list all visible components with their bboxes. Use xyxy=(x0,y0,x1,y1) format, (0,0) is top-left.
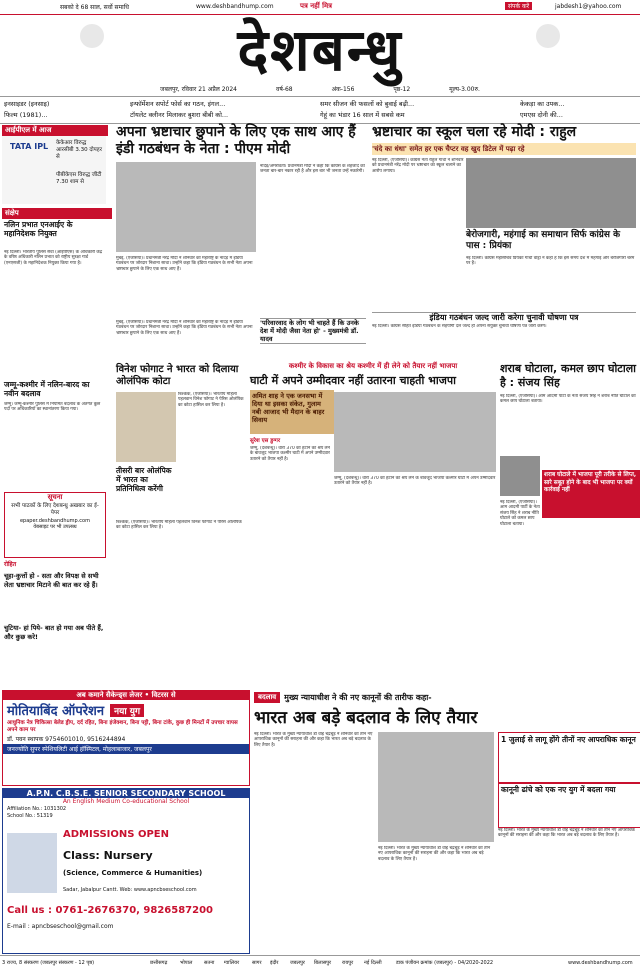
eye-ad-title: मोतियाबिंद ऑपरेशन xyxy=(7,704,105,719)
eye-ad-phone[interactable]: 9754601010, 9516244894 xyxy=(45,736,126,743)
edition-issue: अंक-156 xyxy=(331,86,355,93)
india-headline[interactable]: इंडिया गठबंधन जल्द जारी करेगा चुनावी घोषणा पत्र xyxy=(372,312,636,323)
teaser-center-1[interactable]: इन्फॉर्मेशन सपोर्ट फोर्स का गठन, इंगल... xyxy=(130,100,226,108)
newspaper-logo: देशबन्धु xyxy=(237,16,403,84)
sharab-text: नई दिल्ली, (एजेंसियां)। आम आदमी पार्टी के नेता संजय सिंह ने शराब नीति घोटाले को कमल छाप घोटाला बताया। xyxy=(500,394,636,405)
vinesh-photo xyxy=(116,392,176,462)
brief-1-text: नई दिल्ली। भारतीय पुलिस सेवा (आईपीएस) के अधिकारी केंद्र के वरिष्ठ अधिकारी नलिन प्रभात को राष्ट्रीय सुरक्षा गार्ड (एनएसजी) के महानिदेशक नियुक्त किया गया है। xyxy=(4,250,103,266)
match-1: केकेआर विरुद्ध आरसीबी 3.30 दोपहर से xyxy=(56,140,102,160)
tagline: पत्र नहीं मित्र xyxy=(300,2,332,10)
sharab-box: शराब घोटाले में भाजपा पूरी तरीके से लिप्त, सारे सबूत होने के बाद भी भाजपा पर क्यों कार्रवाई नहीं xyxy=(542,470,640,518)
footer-city: बिलासपुर xyxy=(314,960,332,966)
school-sub: An English Medium Co-educational School xyxy=(62,798,190,805)
footer-left: 3 राज्य, 8 संस्करण (जबलपुर संस्करण - 12 पृष्ठ) xyxy=(2,960,95,966)
school-ad[interactable] xyxy=(2,788,250,954)
teaser-row xyxy=(0,96,640,124)
teaser-right-2[interactable]: एमएस दोनी की... xyxy=(520,111,563,119)
brief-2-text: जम्मू। जम्मू-कश्मीर पुलिस में नियमित बदलाव के अंतर्गत कुछ पदों पर अधिकारियों का स्थानांतरण किया गया। xyxy=(4,402,101,413)
school-email[interactable]: E-mail : apncbseschool@gmail.com xyxy=(7,923,114,930)
school-phone[interactable]: Call us : 0761-2676370, 9826587200 xyxy=(7,905,214,916)
rahul-headline[interactable]: भ्रष्टाचार का स्कूल चला रहे मोदी : राहुल xyxy=(372,124,577,140)
footer-city: रायपुर xyxy=(342,960,354,966)
badlav-photo xyxy=(378,732,494,842)
badlav-text: नई दिल्ली। भारत के मुख्य न्यायाधीश डी वाई चंद्रचूड़ ने शनिवार को तीन नए आपराधिक कानूनों की सराहना की और कहा कि भारत अब बड़े बदलाव के लिए तैयार है। xyxy=(254,732,373,748)
brief-2-title[interactable]: जम्मू-कश्मीर में नलिन-बारद का नवीन बदलाव xyxy=(4,380,90,398)
edition-date: जबलपुर, रविवार 21 अप्रैल 2024 xyxy=(160,86,238,93)
footer xyxy=(0,955,640,969)
footer-city: सतना xyxy=(204,960,215,966)
teaser-center-3[interactable]: समर सीजन की फसलों को बुवाई बढ़ी... xyxy=(320,100,415,108)
kashmir-headline[interactable]: घाटी में अपने उम्मीदवार नहीं उतारना चाहती भाजपा xyxy=(250,374,456,387)
suchna-text: सभी पाठकों के लिए देशबन्धु अखबार का ई-पेपर xyxy=(11,503,99,516)
top-left-text: सबको दे 68 साल, सर्वो समाधि xyxy=(60,4,129,11)
lead-side-text: नांदेड़/अमरावती। प्रधानमंत्री मोदी ने कहा कि कांग्रेस के शहजादे को जनता बार-बार नकार रही है और इस बार भी जनता उन्हें नकारेगी। xyxy=(260,164,365,175)
footer-city: छत्तीसगढ़ xyxy=(150,960,168,966)
school-title: A.P.N. C.B.S.E. SENIOR SECONDARY SCHOOL xyxy=(3,789,249,798)
ipl-logo: TATA IPL xyxy=(10,142,49,151)
cartoon-title: रोहित xyxy=(4,561,17,568)
ipl-box xyxy=(2,136,106,204)
badlav-box-2: कानूनी ढांचे को एक नए युग में बदला गया xyxy=(498,782,640,828)
rahul-photo xyxy=(466,158,636,228)
priyanka-text: नई दिल्ली। कांग्रेस महासचिव प्रियंका गांधी वाड्रा ने कहा है कि इस समय देश में महंगाई और बेरोजगारी चरम पर है। xyxy=(466,256,635,267)
footer-url[interactable]: www.deshbandhump.com xyxy=(568,960,633,966)
edition-price: मूल्य-3.00रु. xyxy=(449,86,480,93)
school-admission: ADMISSIONS OPEN xyxy=(63,829,169,840)
epaper-link[interactable]: epaper.deshbandhump.com xyxy=(19,518,90,524)
kashmir-text: जम्मू, (देशबन्धु)। धारा 370 को हटाने का श्रेय लेने के बावजूद भाजपा कश्मीर घाटी में अपने उम्मीदवार उतारने को तैयार नहीं है। xyxy=(250,446,330,462)
badlav-tag: बदलाव xyxy=(254,692,280,703)
kavita-2: चुटिया- हां पिये- बात हो गया अब पीते हैं, और कुछ करे! xyxy=(4,624,104,641)
teaser-right-1[interactable]: केकड़ा का उपक... xyxy=(520,100,565,108)
badlav-text-continued: नई दिल्ली। भारत के मुख्य न्यायाधीश डी वाई चंद्रचूड़ ने शनिवार को तीन नए आपराधिक कानूनों की सराहना की और कहा कि भारत अब बड़े बदलाव के लिए तैयार है। xyxy=(378,846,491,862)
emblem-icon xyxy=(536,24,560,48)
school-affil: Affiliation No.: 1031302 xyxy=(7,806,67,812)
school-class: Class: Nursery xyxy=(63,849,153,862)
footer-registration: डाक पंजीयन क्रमांक (जबलपुर) - 04/2020-2022 xyxy=(396,960,494,966)
vinesh-text-continued: बिश्केक, (एजेंसियां)। भारतीय महिला पहलवान विनेश फोगाट ने पेरिस ओलंपिक का कोटा हासिल कर लिया है। xyxy=(116,520,242,531)
top-bar xyxy=(0,0,640,15)
priyanka-headline[interactable]: बेरोजगारी, महंगाई का समाधान सिर्फ कांग्रेस के पास : प्रियंका xyxy=(466,230,621,251)
kashmir-kicker: कश्मीर के विकास का श्रेय कश्मीर में ही लेने को तैयार नहीं भाजपा xyxy=(288,362,458,370)
sanjay-photo xyxy=(500,456,540,496)
rahul-text: नई दिल्ली, (एजेंसियां)। कांग्रेस नेता राहुल गांधी ने शनिवार को प्रधानमंत्री नरेंद्र मोदी पर भ्रष्टाचार का स्कूल चलाने का आरोप लगाया। xyxy=(372,158,464,174)
ipl-header: आईपीएल में आज xyxy=(2,125,108,136)
eye-ad-new: नया युग xyxy=(110,704,144,717)
contact-email[interactable]: jabdesh1@yahoo.com xyxy=(555,3,622,10)
school-address: Sadar, Jabalpur Cantt. Web: www.apncbseschool.com xyxy=(63,887,197,893)
sharab-headline[interactable]: शराब घोटाला, कमल छाप घोटाला है : संजय सिंह xyxy=(500,362,636,389)
eye-ad-hospital: जनज्योति सुपर स्पेशियलिटी आई हॉस्पिटल, मोहलाबाजार, जबलपुर xyxy=(3,744,249,754)
footer-city: नई दिल्ली xyxy=(364,960,382,966)
edition-year: वर्ष-68 xyxy=(276,86,293,93)
brief-1-title[interactable]: नलिन प्रभात एनआईए के महानिदेशक नियुक्त xyxy=(4,220,73,238)
teaser-left-1[interactable]: इनसाइडर (इनसाइ) xyxy=(4,100,50,108)
footer-city: जबलपुर xyxy=(290,960,305,966)
contact-label: संपर्क करें xyxy=(505,2,532,10)
footer-city: इंदौर xyxy=(270,960,279,966)
lead-quote: 'परिवारवाद के लोग भी चाहते हैं कि उनके देश में मोदी जैसा नेता हो' - मुख्यमंत्री डॉ. यादव xyxy=(260,318,366,344)
badlav-box-1: 1 जुलाई से लागू होंगे तीनों नए आपराधिक कानून xyxy=(498,732,640,784)
sharab-text-continued: नई दिल्ली, (एजेंसियां)। आम आदमी पार्टी के नेता संजय सिंह ने शराब नीति घोटाले को कमल छाप घोटाला बताया। xyxy=(500,500,540,527)
india-text: नई दिल्ली। कांग्रेस सहित इंडिया गठबंधन के सहयोगी दल जल्द ही अपना संयुक्त चुनावी घोषणा पत्र जारी करेंगे। xyxy=(372,324,547,329)
school-stream: (Science, Commerce & Humanities) xyxy=(63,869,203,877)
footer-city: ग्वालियर xyxy=(224,960,240,966)
kavita-1: चूहा-कुत्तों हो - सता और विपक्ष से सभी लेता भ्रष्टाचार मिटाने की बात कर रहे हैं। xyxy=(4,572,99,589)
emblem-icon xyxy=(80,24,104,48)
school-number: School No.: 51319 xyxy=(7,813,53,819)
footer-city: भोपाल xyxy=(180,960,193,966)
badlav-headline[interactable]: भारत अब बड़े बदलाव के लिए तैयार xyxy=(254,708,478,728)
school-photo xyxy=(7,833,57,893)
kashmir-box: अमित शाह ने एक जनसभा में दिया था इसका संकेत, गुलाम नबी आजाद भी मैदान के बाहर सिवाय xyxy=(250,390,334,434)
eye-hospital-ad[interactable] xyxy=(2,690,250,786)
top-url[interactable]: www.deshbandhump.com xyxy=(196,3,274,10)
badlav-text-side: नई दिल्ली। भारत के मुख्य न्यायाधीश डी वाई चंद्रचूड़ ने शनिवार को तीन नए आपराधिक कानूनों की सराहना की और कहा कि भारत अब बड़े बदलाव के लिए तैयार है। xyxy=(498,828,635,839)
eye-ad-doctor: डॉ. पवन स्थापक xyxy=(7,736,44,743)
vinesh-headline[interactable]: विनेश फोगाट ने भारत को दिलाया ओलंपिक कोटा xyxy=(116,364,239,387)
teaser-center-2[interactable]: टॉयलेट क्लीनर मिलाकर बुशरा बीबी को... xyxy=(130,111,229,119)
edition-pages: पृष्ठ-12 xyxy=(393,86,411,93)
sankshep-header: संक्षेप xyxy=(2,208,112,219)
eye-ad-line: आधुनिक नेत्र चिकित्सा बेलेड ड्रीप, दर्द रहित, बिना इंजेक्शन, बिना पट्टी, बिना टांके, कुछ ही मिनटों में उपचार वापस अपने काम पर xyxy=(7,720,238,733)
badlav-kicker: मुख्य न्यायाधीश ने की नए कानूनों की तारीफ कहा- xyxy=(284,692,432,702)
lead-headline[interactable]: अपना भ्रष्टाचार छुपाने के लिए एक साथ आए हैं इंडी गठबंधन के नेता : पीएम मोदी xyxy=(116,124,356,157)
vinesh-text: बिश्केक, (एजेंसियां)। भारतीय महिला पहलवान विनेश फोगाट ने पेरिस ओलंपिक का कोटा हासिल कर लिया है। xyxy=(178,392,244,408)
teaser-center-4[interactable]: गेहूं का भंडार 16 साल में सबसे कम xyxy=(320,111,405,119)
eye-ad-top: अब कमाने सैकेन्ड्स लेजर • विटरस से xyxy=(3,691,249,700)
epaper-note: वेबसाइट पर भी उपलब्ध xyxy=(33,524,77,530)
footer-city: सागर xyxy=(252,960,262,966)
kashmir-text-continued: जम्मू, (देशबन्धु)। धारा 370 को हटाने का श्रेय लेने के बावजूद भाजपा कश्मीर घाटी में अपने उम्मीदवार उतारने को तैयार नहीं है। xyxy=(334,476,496,487)
suchna-box xyxy=(4,492,106,558)
lead-text-continued: मुंबई, (एजेंसियां)। प्रधानमंत्री नरेंद्र मोदी ने शनिवार को महाराष्ट्र के नांदेड़ में इंडिया गठबंधन पर जोरदार निशाना साधा। उन्होंने कहा कि इंडिया गठबंधन के सभी नेता अपना भ्रष्टाचार छुपाने के लिए एक साथ आए हैं। xyxy=(116,320,253,336)
vinesh-box: तीसरी बार ओलंपिक में भारत का प्रतिनिधित्व करेंगी xyxy=(116,466,172,493)
edition-line xyxy=(160,85,480,94)
teaser-left-2[interactable]: फिल्म (1981)... xyxy=(4,111,48,119)
lead-photo xyxy=(116,162,256,252)
lead-text: मुंबई, (एजेंसियां)। प्रधानमंत्री नरेंद्र मोदी ने शनिवार को महाराष्ट्र के नांदेड़ में इंडिया गठबंधन पर जोरदार निशाना साधा। उन्होंने कहा कि इंडिया गठबंधन के सभी नेता अपना भ्रष्टाचार छुपाने के लिए एक साथ आए हैं। xyxy=(116,256,253,272)
kashmir-photo xyxy=(334,392,496,472)
suchna-title: सूचना xyxy=(47,493,63,501)
match-2: पीबीकेएस विरुद्ध जीटी 7.30 शाम से xyxy=(56,172,102,185)
kashmir-byline: सुरेश एस डुग्गर xyxy=(250,438,281,444)
badlav-kicker-row xyxy=(254,690,636,704)
rahul-sub: 'चंदे का धंधा' समेत हर एक चैप्टर वह खुद डिटेल में पढ़ा रहे xyxy=(372,143,636,155)
